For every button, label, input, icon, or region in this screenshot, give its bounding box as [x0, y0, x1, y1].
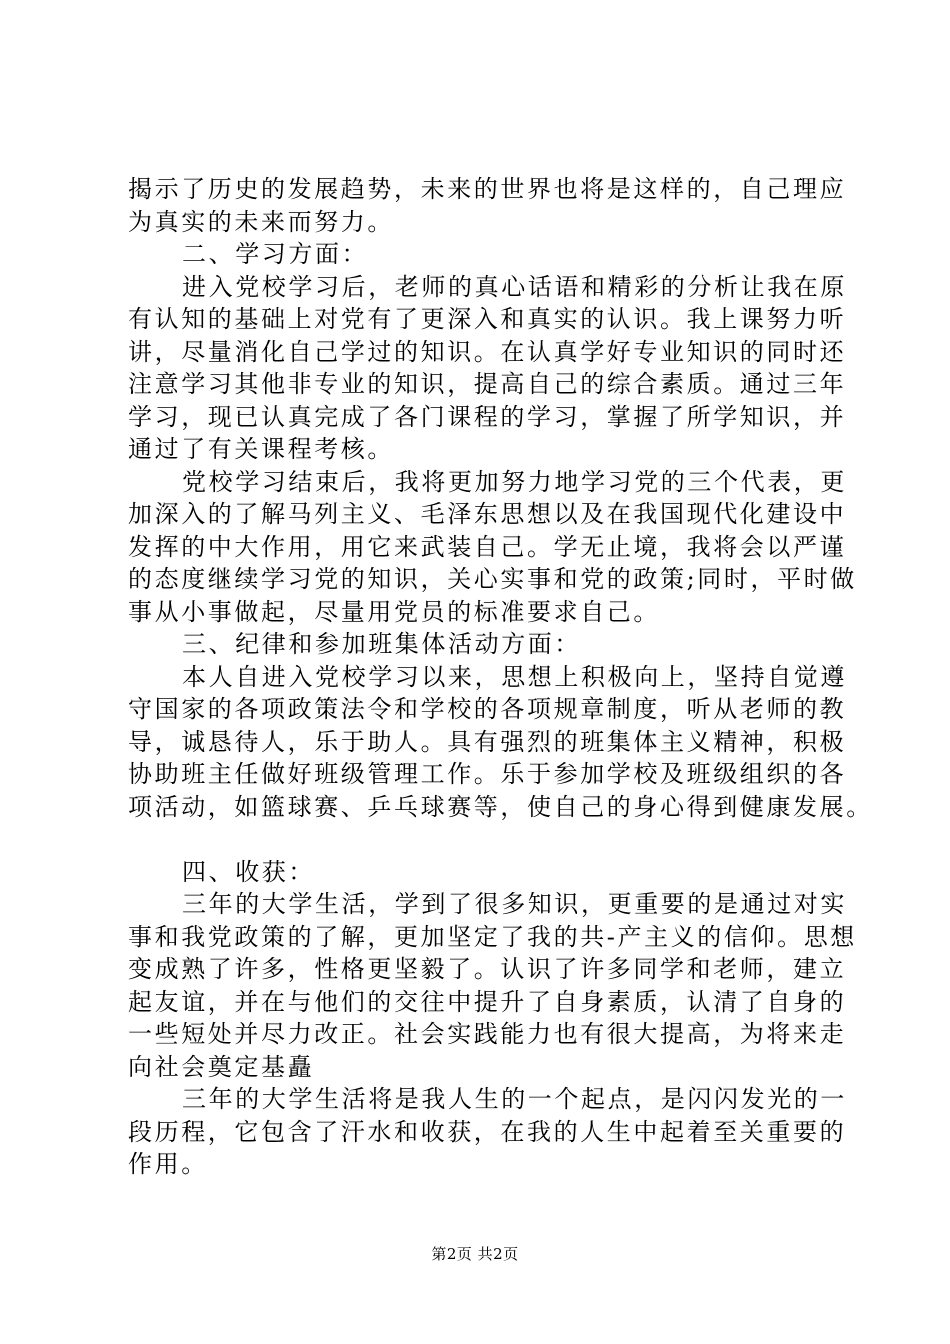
text-line: 揭示了历史的发展趋势，未来的世界也将是这样的，自己理应 [128, 175, 847, 203]
text-line: 通过了有关课程考核。 [128, 435, 394, 463]
document-body [128, 173, 873, 1181]
text-line: 一些短处并尽力改正。社会实践能力也有很大提高，为将来走 [128, 1020, 847, 1048]
text-line: 起友谊，并在与他们的交往中提升了自身素质，认清了自身的 [128, 987, 847, 1016]
text-line: 进入党校学习后，老师的真心话语和精彩的分析让我在原 [182, 272, 847, 301]
text-line: 讲，尽量消化自己学过的知识。在认真学好专业知识的同时还 [128, 337, 847, 366]
text-line: 向社会奠定基矗 [128, 1052, 315, 1081]
text-line: 为真实的未来而努力。 [128, 207, 394, 236]
text-line: 二、学习方面： [182, 240, 369, 268]
text-line: 三、纪律和参加班集体活动方面： [182, 630, 581, 658]
page-footer: 第2页 共2页 [431, 1245, 519, 1263]
text-line: 事和我党政策的了解，更加坚定了我的共-产主义的信仰。思想 [128, 922, 857, 951]
text-line: 学习，现已认真完成了各门课程的学习，掌握了所学知识，并 [128, 402, 847, 431]
text-line: 守国家的各项政策法令和学校的各项规章制度，听从老师的教 [128, 695, 847, 723]
text-line: 本人自进入党校学习以来，思想上积极向上，坚持自觉遵 [182, 662, 847, 691]
text-line: 发挥的中大作用，用它来武装自己。学无止境，我将会以严谨 [128, 532, 847, 561]
text-line: 作用。 [128, 1150, 208, 1178]
text-line: 三年的大学生活将是我人生的一个起点，是闪闪发光的一 [182, 1085, 847, 1113]
text-line: 协助班主任做好班级管理工作。乐于参加学校及班级组织的各 [128, 760, 847, 788]
text-line: 党校学习结束后，我将更加努力地学习党的三个代表，更 [182, 467, 847, 496]
text-line: 有认知的基础上对党有了更深入和真实的认识。我上课努力听 [128, 305, 847, 333]
blank-line [128, 823, 840, 856]
text-line: 项活动，如篮球赛、乒乓球赛等，使自己的身心得到健康发展。 [128, 792, 873, 821]
text-line: 变成熟了许多，性格更坚毅了。认识了许多同学和老师，建立 [128, 955, 847, 983]
text-line: 三年的大学生活，学到了很多知识，更重要的是通过对实 [182, 890, 847, 918]
text-line: 导，诚恳待人，乐于助人。具有强烈的班集体主义精神，积极 [128, 727, 847, 756]
text-line: 段历程，它包含了汗水和收获，在我的人生中起着至关重要的 [128, 1117, 847, 1146]
text-line: 的态度继续学习党的知识，关心实事和党的政策;同时，平时做 [128, 565, 857, 593]
text-line: 四、收获： [182, 857, 315, 886]
text-line: 加深入的了解马列主义、毛泽东思想以及在我国现代化建设中 [128, 500, 847, 528]
text-line: 注意学习其他非专业的知识，提高自己的综合素质。通过三年 [128, 370, 847, 398]
text-line: 事从小事做起，尽量用党员的标准要求自己。 [128, 597, 660, 626]
